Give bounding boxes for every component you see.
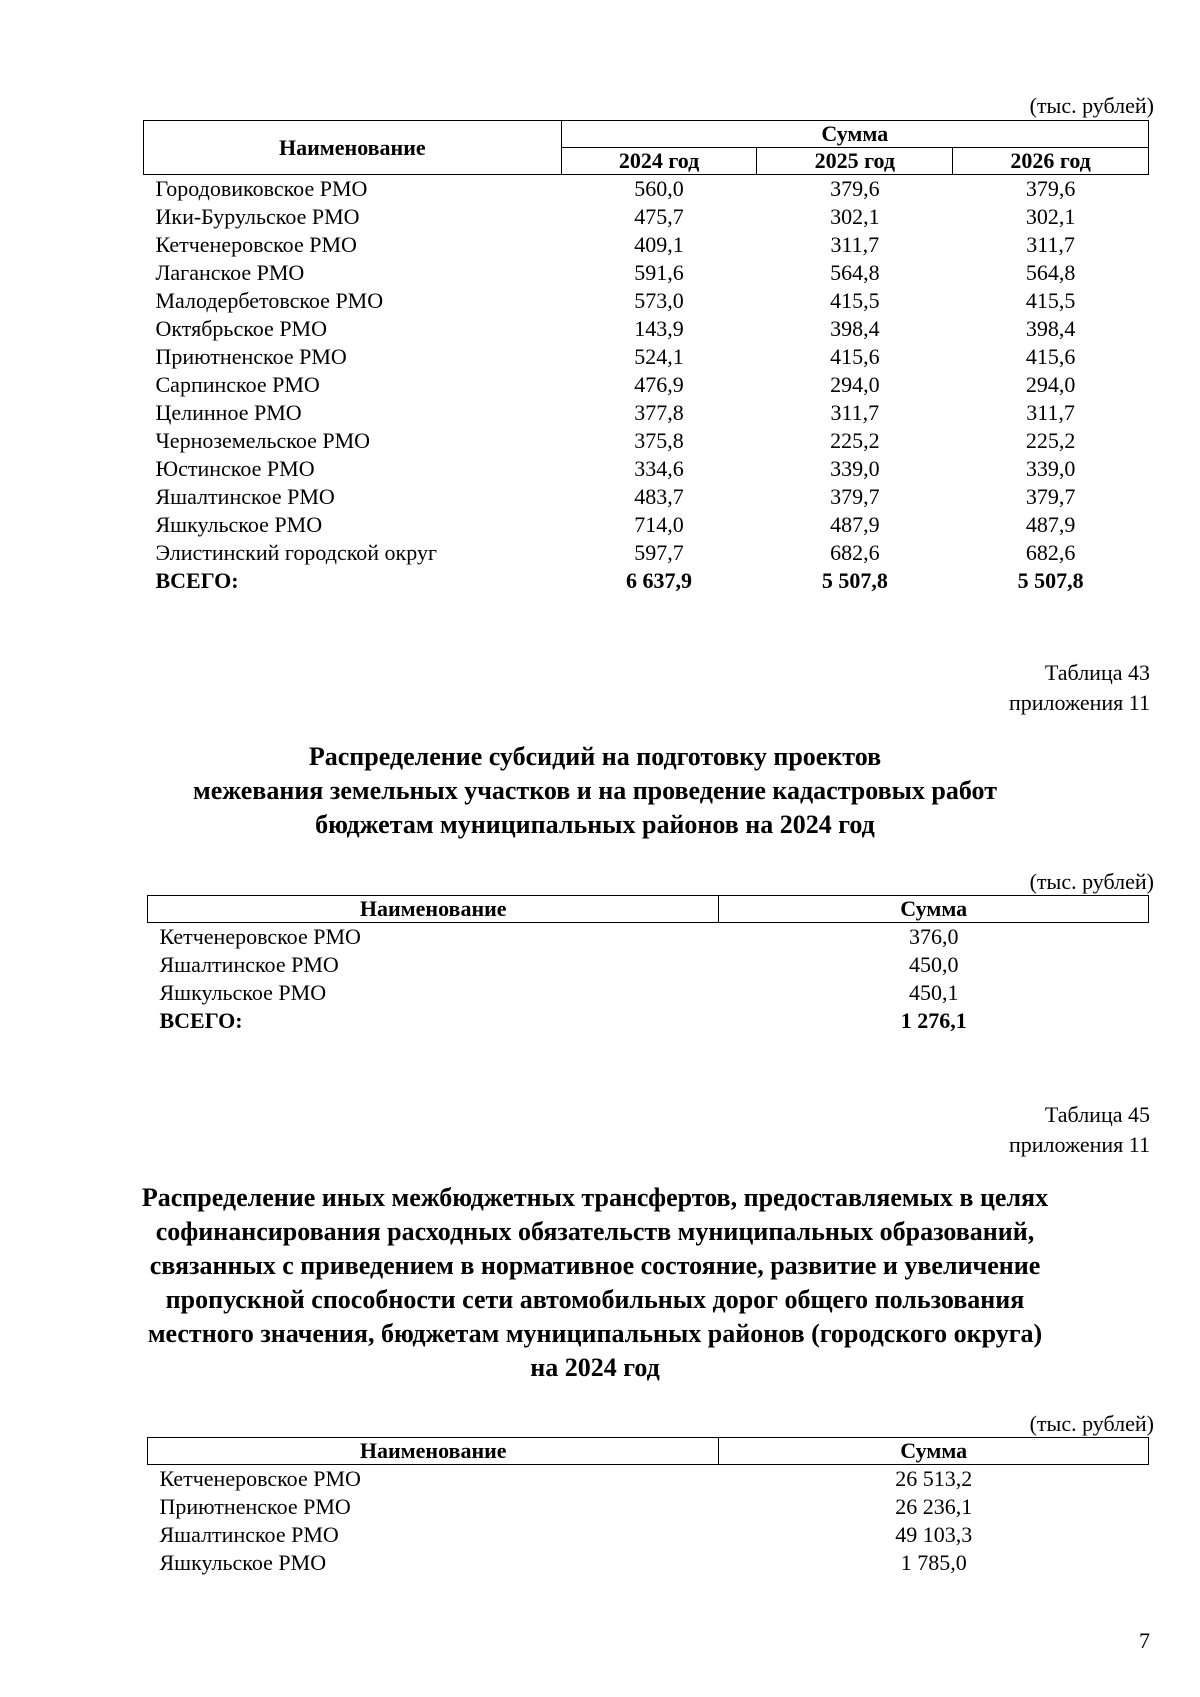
- table43-caption: [1009, 658, 1150, 718]
- row-value: 398,4: [1025, 316, 1076, 341]
- row-value: 379,7: [830, 484, 880, 509]
- row-value: 415,5: [830, 288, 880, 313]
- row-value: 591,6: [634, 260, 684, 285]
- table-row: [144, 399, 1149, 427]
- table43: [147, 895, 1149, 1035]
- table43-header-sum: Сумма: [719, 896, 1149, 923]
- table1-header-name: Наименование: [144, 121, 562, 175]
- row-value: 225,2: [830, 428, 880, 453]
- title-line: Распределение субсидий на подготовку проектов: [308, 742, 882, 771]
- table-row: [144, 315, 1149, 343]
- total-value: 6 637,9: [626, 568, 693, 593]
- row-value: 564,8: [830, 260, 880, 285]
- row-value: 487,9: [830, 512, 880, 537]
- table-row: [144, 203, 1149, 231]
- row-value: 379,7: [1025, 484, 1076, 509]
- row-value: 339,0: [830, 456, 880, 481]
- row-value: 377,8: [634, 400, 684, 425]
- table-row: [148, 979, 1149, 1007]
- row-value: 483,7: [634, 484, 684, 509]
- table-row: [144, 539, 1149, 567]
- table-row: [148, 923, 1149, 952]
- table-row: [144, 483, 1149, 511]
- row-value: 334,6: [634, 456, 684, 481]
- row-value: 487,9: [1025, 512, 1076, 537]
- table-row: [148, 1465, 1149, 1494]
- row-value: 450,1: [908, 980, 959, 1005]
- row-name: Элистинский городской округ: [155, 540, 437, 565]
- row-name: Городовиковское РМО: [155, 176, 368, 201]
- table-row: [144, 371, 1149, 399]
- row-value: 302,1: [1025, 204, 1076, 229]
- total-label: ВСЕГО:: [155, 568, 239, 593]
- title-line: связанных с приведением в нормативное состояние, развитие и увеличение: [149, 1251, 1041, 1280]
- row-name: Яшалтинское РМО: [159, 1522, 339, 1547]
- row-value: 475,7: [634, 204, 684, 229]
- row-name: Яшкульское РМО: [155, 512, 323, 537]
- total-row: [144, 567, 1149, 595]
- table45-unit: (тыс. рублей): [1029, 1411, 1154, 1436]
- table1-header-year: 2026 год: [953, 148, 1149, 175]
- title-line: межевания земельных участков и на проведение кадастровых работ: [193, 776, 997, 805]
- total-value: 5 507,8: [1017, 568, 1084, 593]
- table45-caption: [1009, 1100, 1150, 1160]
- row-value: 26 236,1: [895, 1494, 973, 1519]
- table1: [143, 120, 1149, 595]
- title-line: бюджетам муниципальных районов на 2024 год: [315, 810, 875, 839]
- table1-header-year: 2025 год: [757, 148, 953, 175]
- page-number: 7: [1139, 1628, 1150, 1653]
- row-name: Черноземельское РМО: [155, 428, 371, 453]
- row-value: 524,1: [634, 344, 684, 369]
- row-value: 409,1: [634, 232, 684, 257]
- row-value: 415,6: [1025, 344, 1076, 369]
- row-value: 225,2: [1025, 428, 1076, 453]
- table45: [147, 1437, 1149, 1577]
- row-value: 375,8: [634, 428, 684, 453]
- title-line: пропускной способности сети автомобильных дорог общего пользования: [165, 1285, 1025, 1314]
- table45-label: Таблица 45: [1044, 1102, 1150, 1127]
- row-value: 450,0: [908, 952, 959, 977]
- row-value: 415,5: [1025, 288, 1076, 313]
- row-value: 311,7: [830, 400, 880, 425]
- row-name: Приютненское РМО: [155, 344, 347, 369]
- row-value: 476,9: [634, 372, 684, 397]
- total-label: ВСЕГО:: [159, 1008, 243, 1033]
- table45-header-sum: Сумма: [719, 1438, 1149, 1465]
- row-name: Кетченеровское РМО: [159, 1466, 361, 1491]
- total-row: [148, 1007, 1149, 1035]
- row-name: Юстинское РМО: [155, 456, 315, 481]
- row-value: 339,0: [1025, 456, 1076, 481]
- row-value: 376,0: [908, 924, 959, 949]
- row-value: 294,0: [830, 372, 880, 397]
- row-value: 682,6: [1025, 540, 1076, 565]
- row-value: 294,0: [1025, 372, 1076, 397]
- row-value: 597,7: [634, 540, 684, 565]
- row-name: Целинное РМО: [155, 400, 302, 425]
- row-value: 714,0: [634, 512, 684, 537]
- table-row: [144, 427, 1149, 455]
- total-value: 1 276,1: [900, 1008, 967, 1033]
- table-row: [148, 951, 1149, 979]
- total-value: 5 507,8: [821, 568, 888, 593]
- row-name: Яшалтинское РМО: [155, 484, 335, 509]
- row-name: Кетченеровское РМО: [159, 924, 361, 949]
- table-row: [144, 287, 1149, 315]
- table-row: [144, 343, 1149, 371]
- table43-label: Таблица 43: [1044, 660, 1150, 685]
- table1-unit: (тыс. рублей): [1029, 93, 1154, 118]
- title-line: софинансирования расходных обязательств муниципальных образований,: [155, 1217, 1035, 1246]
- row-name: Лаганское РМО: [155, 260, 305, 285]
- table43-header-name: Наименование: [148, 896, 719, 923]
- title-line: местного значения, бюджетам муниципальных районов (городского округа): [147, 1319, 1043, 1348]
- row-value: 415,6: [830, 344, 880, 369]
- row-value: 311,7: [1026, 232, 1075, 257]
- row-value: 682,6: [830, 540, 880, 565]
- row-value: 311,7: [830, 232, 880, 257]
- row-value: 1 785,0: [900, 1550, 967, 1575]
- table-row: [144, 175, 1149, 204]
- table43-title: [60, 740, 1130, 842]
- table-row: [144, 455, 1149, 483]
- row-value: 26 513,2: [895, 1466, 973, 1491]
- table45-title: [60, 1181, 1130, 1385]
- table-row: [144, 511, 1149, 539]
- row-name: Кетченеровское РМО: [155, 232, 357, 257]
- row-value: 398,4: [830, 316, 880, 341]
- row-value: 573,0: [634, 288, 684, 313]
- row-value: 560,0: [634, 176, 684, 201]
- table45-appendix: приложения 11: [1008, 1132, 1150, 1157]
- row-name: Яшкульское РМО: [159, 1550, 327, 1575]
- table43-appendix: приложения 11: [1008, 690, 1150, 715]
- table-row: [148, 1549, 1149, 1577]
- row-value: 379,6: [830, 176, 880, 201]
- row-name: Октябрьское РМО: [155, 316, 328, 341]
- row-value: 564,8: [1025, 260, 1076, 285]
- table1-header-year: 2024 год: [561, 148, 757, 175]
- row-name: Яшкульское РМО: [159, 980, 327, 1005]
- row-value: 302,1: [830, 204, 880, 229]
- row-name: Ики-Бурульское РМО: [155, 204, 360, 229]
- table1-header-sum: Сумма: [561, 121, 1148, 148]
- table-row: [148, 1521, 1149, 1549]
- row-name: Малодербетовское РМО: [155, 288, 384, 313]
- row-value: 379,6: [1025, 176, 1076, 201]
- table-row: [144, 259, 1149, 287]
- table45-header-name: Наименование: [148, 1438, 719, 1465]
- table-row: [144, 231, 1149, 259]
- row-value: 311,7: [1026, 400, 1075, 425]
- table-row: [148, 1493, 1149, 1521]
- title-line: на 2024 год: [530, 1353, 660, 1382]
- title-line: Распределение иных межбюджетных трансфертов, предоставляемых в целях: [141, 1183, 1049, 1212]
- row-value: 49 103,3: [895, 1522, 973, 1547]
- table43-unit: (тыс. рублей): [1029, 869, 1154, 894]
- row-name: Приютненское РМО: [159, 1494, 351, 1519]
- row-name: Сарпинское РМО: [155, 372, 320, 397]
- row-name: Яшалтинское РМО: [159, 952, 339, 977]
- row-value: 143,9: [634, 316, 684, 341]
